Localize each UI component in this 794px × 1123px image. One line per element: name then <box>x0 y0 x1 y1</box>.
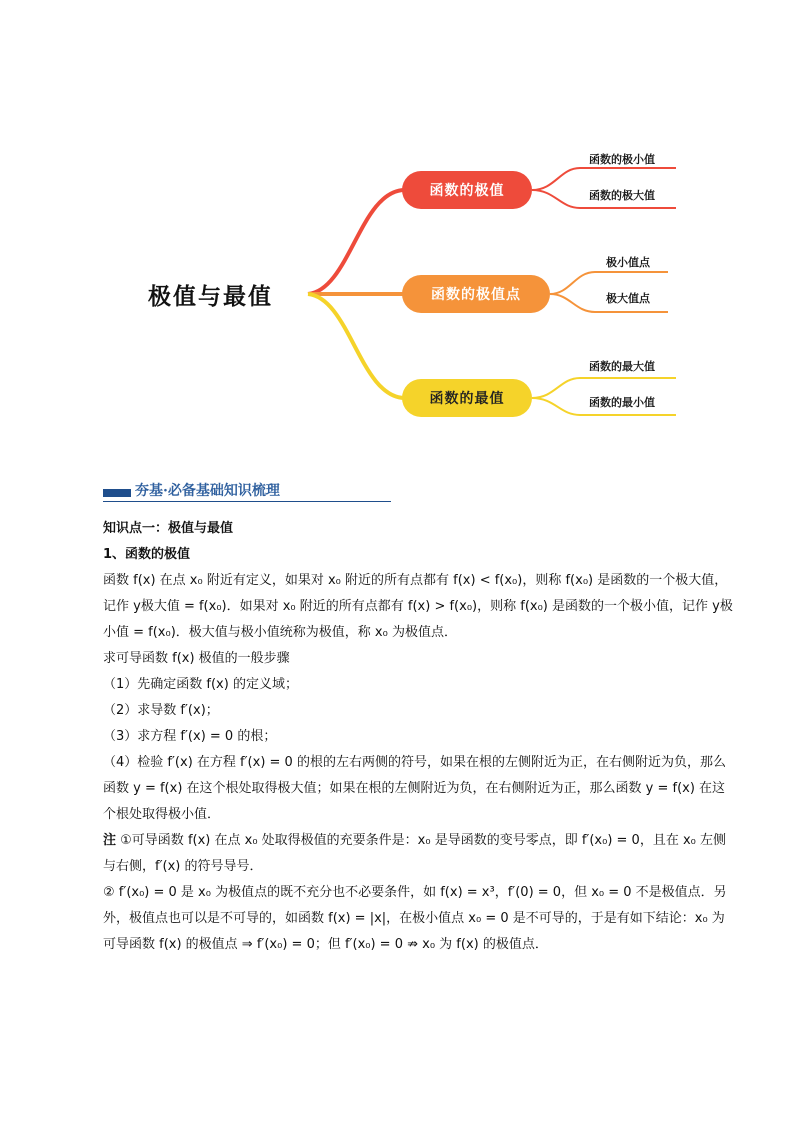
node-max-min-value: 函数的最值 <box>402 379 532 417</box>
step-2: （2）求导数 f′(x)； <box>103 703 219 718</box>
step-3: （3）求方程 f′(x) = 0 的根； <box>103 729 277 744</box>
definition-paragraph: 函数 f(x) 在点 x₀ 附近有定义，如果对 x₀ 附近的所有点都有 f(x) < f(x₀)，则称 f(x₀) 是函数的一个极大值，记作 y极大值 = f(x₀)．如果对 x₀ 附近的所有点都有 f(x) > f(x₀)，则称 f(x₀) 是函数的一个极小值，记作 y极小值 = f(x₀)．极大值与极小值统称为极值，称 x₀ 为极值点． <box>103 573 733 640</box>
note-1 <box>103 828 733 880</box>
node-extreme-point: 函数的极值点 <box>402 275 550 313</box>
section-header <box>103 480 393 502</box>
mind-map-branches <box>0 0 794 440</box>
node-extreme-value: 函数的极值 <box>402 171 532 209</box>
mind-map-title: 极值与最值 <box>148 284 273 310</box>
note-1-text: ①可导函数 f(x) 在点 x₀ 处取得极值的充要条件是：x₀ 是导函数的变号零点，即 f′(x₀) = 0，且在 x₀ 左侧与右侧，f′(x) 的符号导号． <box>103 833 727 874</box>
branch-red <box>308 190 405 294</box>
section-title: 夯基·必备基础知识梳理 <box>135 483 280 499</box>
leaf-max-point: 极大值点 <box>606 292 650 305</box>
mind-map <box>0 0 794 440</box>
knowledge-point-heading: 知识点一：极值与最值 <box>103 521 234 536</box>
section-marker <box>103 489 131 497</box>
subsection-heading: 1、函数的极值 <box>103 547 191 562</box>
leaf-local-min: 函数的极小值 <box>589 153 655 166</box>
steps-intro: 求可导函数 f(x) 极值的一般步骤 <box>103 651 290 666</box>
branch-yellow <box>308 294 405 398</box>
leaf-min-point: 极小值点 <box>606 256 650 269</box>
note-2: ② f′(x₀) = 0 是 x₀ 为极值点的既不充分也不必要条件，如 f(x) = x³，f′(0) = 0，但 x₀ = 0 不是极值点．另外，极值点也可以是不可导的，如函数 f(x) = |x|，在极小值点 x₀ = 0 是不可导的，于是有如下结论：x₀ 为可导函数 f(x) 的极值点 ⇒ f′(x₀) = 0；但 f′(x₀) = 0 ⇏ x₀ 为 f(x) 的极值点． <box>103 885 727 952</box>
note-label: 注 <box>103 833 117 848</box>
leaf-global-max: 函数的最大值 <box>589 360 655 373</box>
leaf-local-max: 函数的极大值 <box>589 189 655 202</box>
document-body <box>103 516 733 958</box>
step-4: （4）检验 f′(x) 在方程 f′(x) = 0 的根的左右两侧的符号，如果在根的左侧附近为正，在右侧附近为负，那么函数 y = f(x) 在这个根处取得极大值；如果在根的左侧附近为负，在右侧附近为正，那么函数 y = f(x) 在这个根处取得极小值． <box>103 755 726 822</box>
step-1: （1）先确定函数 f(x) 的定义域； <box>103 677 298 692</box>
section-underline <box>103 501 391 502</box>
leaf-global-min: 函数的最小值 <box>589 396 655 409</box>
